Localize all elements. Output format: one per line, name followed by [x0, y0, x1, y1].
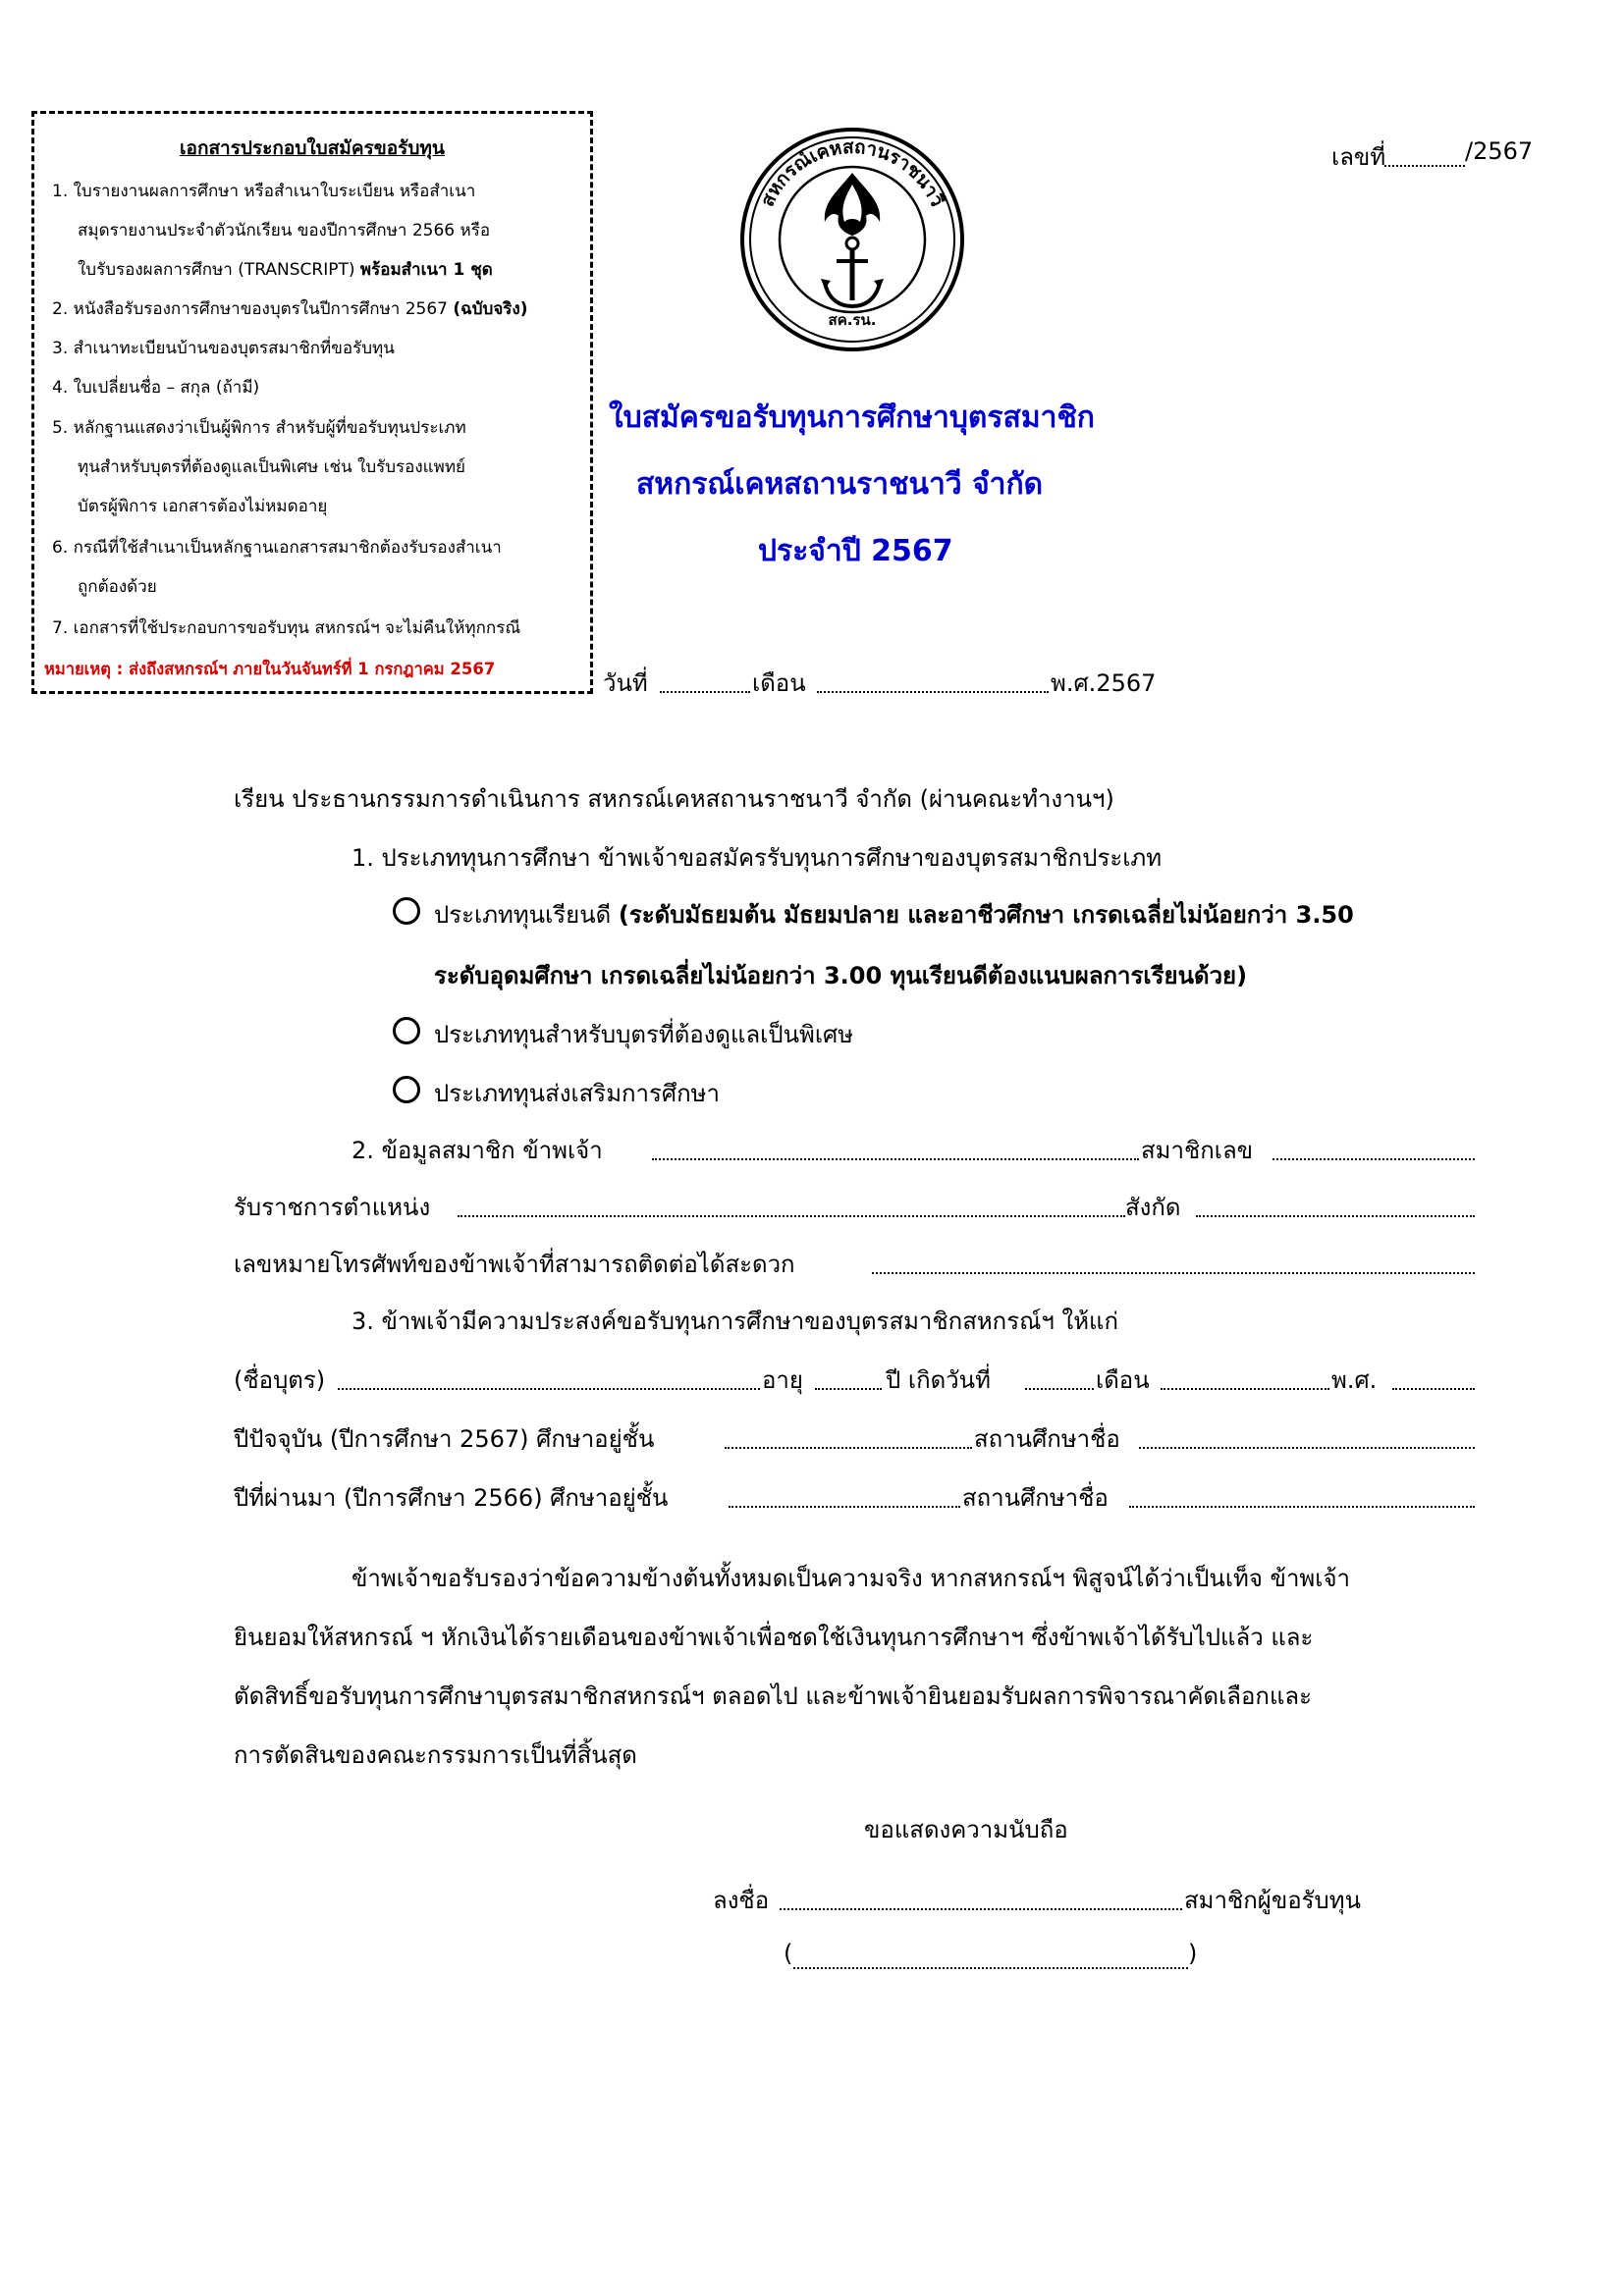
form-title-org: สหกรณ์เคหสถานราชนาวี จำกัด — [636, 467, 1044, 502]
member-info-label: 2. ข้อมูลสมาชิก ข้าพเจ้า — [352, 1137, 603, 1164]
past-grade-field[interactable] — [729, 1506, 960, 1508]
checklist-line: ทุนสำหรับบุตรที่ต้องดูแลเป็นพิเศษ เช่น ใบรับรองแพทย์ — [78, 457, 466, 477]
child-age-label: อายุ — [762, 1366, 803, 1394]
current-school-label: สถานศึกษาชื่อ — [974, 1425, 1120, 1453]
past-grade-label: ปีที่ผ่านมา (ปีการศึกษา 2566) ศึกษาอยู่ชั้น — [234, 1484, 669, 1512]
past-school-label: สถานศึกษาชื่อ — [962, 1484, 1109, 1512]
child-age-field[interactable] — [815, 1388, 882, 1390]
document-checklist-box — [31, 111, 593, 694]
child-name-label: (ชื่อบุตร) — [234, 1366, 326, 1394]
child-birth-year-label: พ.ศ. — [1331, 1366, 1378, 1394]
form-title-year: ประจำปี 2567 — [758, 534, 953, 568]
option-special-care-label: ประเภททุนสำหรับบุตรที่ต้องดูแลเป็นพิเศษ — [434, 1021, 854, 1048]
doc-number-suffix: /2567 — [1465, 137, 1534, 165]
printed-name-field[interactable] — [793, 1967, 1188, 1969]
checklist-line: บัตรผู้พิการ เอกสารต้องไม่หมดอายุ — [78, 497, 328, 516]
option-education-support-label: ประเภททุนส่งเสริมการศึกษา — [434, 1080, 720, 1107]
printed-name-close-paren: ) — [1188, 1940, 1198, 1967]
affiliation-field[interactable] — [1196, 1215, 1475, 1217]
declaration-line: การตัดสินของคณะกรรมการเป็นที่สิ้นสุด — [234, 1741, 637, 1769]
position-label: รับราชการตำแหน่ง — [234, 1194, 431, 1221]
child-name-field[interactable] — [338, 1388, 760, 1390]
current-grade-field[interactable] — [725, 1447, 972, 1449]
child-birth-day-field[interactable] — [1025, 1388, 1094, 1390]
checklist-bold-original: (ฉบับจริง) — [453, 299, 528, 319]
signature-field[interactable] — [780, 1908, 1182, 1910]
checklist-line: 2. หนังสือรับรองการศึกษาของบุตรในปีการศึกษา 2567 (ฉบับจริง) — [52, 299, 528, 319]
child-birth-month-label: เดือน — [1096, 1366, 1150, 1394]
radio-education-support-scholarship[interactable] — [393, 1076, 420, 1103]
phone-field[interactable] — [872, 1272, 1475, 1274]
section3-intro: 3. ข้าพเจ้ามีความประสงค์ขอรับทุนการศึกษาของบุตรสมาชิกสหกรณ์ฯ ให้แก่ — [352, 1308, 1119, 1335]
date-day-field[interactable] — [660, 691, 750, 693]
member-number-field[interactable] — [1272, 1158, 1475, 1160]
checklist-line: 5. หลักฐานแสดงว่าเป็นผู้พิการ สำหรับผู้ที่ขอรับทุนประเภท — [52, 418, 466, 438]
current-grade-label: ปีปัจจุบัน (ปีการศึกษา 2567) ศึกษาอยู่ชั้น — [234, 1425, 655, 1453]
checklist-bold-copy: พร้อมสำเนา 1 ชุด — [359, 260, 493, 280]
radio-merit-scholarship[interactable] — [393, 897, 420, 925]
doc-number-field[interactable] — [1384, 165, 1465, 167]
checklist-line: 4. ใบเปลี่ยนชื่อ – สกุล (ถ้ามี) — [52, 378, 260, 398]
position-field[interactable] — [458, 1215, 1125, 1217]
seal-text-bottom: สค.รน. — [828, 311, 877, 329]
phone-label: เลขหมายโทรศัพท์ของข้าพเจ้าที่สามารถติดต่อได้สะดวก — [234, 1251, 795, 1278]
date-month-label: เดือน — [752, 669, 806, 697]
printed-name-open-paren: ( — [784, 1940, 793, 1967]
past-school-field[interactable] — [1129, 1506, 1475, 1508]
child-birth-label: ปี เกิดวันที่ — [886, 1366, 991, 1394]
member-number-label: สมาชิกเลข — [1141, 1137, 1254, 1164]
option-merit-label: ประเภททุนเรียนดี — [434, 901, 612, 929]
radio-special-care-scholarship[interactable] — [393, 1017, 420, 1044]
checklist-line: ใบรับรองผลการศึกษา (TRANSCRIPT) พร้อมสำเนา 1 ชุด — [78, 260, 493, 280]
salutation: เรียน ประธานกรรมการดำเนินการ สหกรณ์เคหสถานราชนาวี จำกัด (ผ่านคณะทำงานฯ) — [234, 785, 1114, 813]
current-school-field[interactable] — [1139, 1447, 1475, 1449]
option-merit-detail-2: ระดับอุดมศึกษา เกรดเฉลี่ยไม่น้อยกว่า 3.00 ทุนเรียนดีต้องแนบผลการเรียนด้วย) — [434, 962, 1248, 989]
checklist-line: 1. ใบรายงานผลการศึกษา หรือสำเนาใบระเบียน หรือสำเนา — [52, 182, 476, 201]
declaration-line: ยินยอมให้สหกรณ์ ฯ หักเงินได้รายเดือนของข้าพเจ้าเพื่อชดใช้เงินทุนการศึกษาฯ ซึ่งข้าพเจ้าได้รับไปแล้ว และ — [234, 1624, 1314, 1651]
checklist-title: เอกสารประกอบใบสมัครขอรับทุน — [180, 137, 445, 159]
section1-intro: 1. ประเภททุนการศึกษา ข้าพเจ้าขอสมัครรับทุนการศึกษาของบุตรสมาชิกประเภท — [352, 844, 1163, 872]
signature-role: สมาชิกผู้ขอรับทุน — [1184, 1887, 1361, 1914]
checklist-line: 7. เอกสารที่ใช้ประกอบการขอรับทุน สหกรณ์ฯ จะไม่คืนให้ทุกกรณี — [52, 618, 521, 638]
signature-label: ลงชื่อ — [713, 1887, 770, 1914]
child-birth-year-field[interactable] — [1392, 1388, 1475, 1390]
checklist-line: 3. สำเนาทะเบียนบ้านของบุตรสมาชิกที่ขอรับทุน — [52, 339, 395, 358]
option-merit-detail: (ระดับมัธยมต้น มัธยมปลาย และอาชีวศึกษา เกรดเฉลี่ยไม่น้อยกว่า 3.50 — [618, 901, 1354, 929]
declaration-line: ข้าพเจ้าขอรับรองว่าข้อความข้างต้นทั้งหมดเป็นความจริง หากสหกรณ์ฯ พิสูจน์ได้ว่าเป็นเท็จ ข้าพเจ้า — [352, 1565, 1350, 1592]
member-name-field[interactable] — [652, 1158, 1139, 1160]
closing-text: ขอแสดงความนับถือ — [864, 1816, 1068, 1843]
child-birth-month-field[interactable] — [1161, 1388, 1329, 1390]
date-month-field[interactable] — [817, 691, 1049, 693]
checklist-line: 6. กรณีที่ใช้สำเนาเป็นหลักฐานเอกสารสมาชิกต้องรับรองสำเนา — [52, 538, 502, 558]
date-day-label: วันที่ — [603, 669, 648, 697]
declaration-line: ตัดสิทธิ์ขอรับทุนการศึกษาบุตรสมาชิกสหกรณ์ฯ ตลอดไป และข้าพเจ้ายินยอมรับผลการพิจารณาคัดเลือกและ — [234, 1682, 1313, 1710]
navy-anchor-seal-icon — [738, 126, 966, 353]
seal-text-top: สหกรณ์เคหสถานราชนาวี — [756, 135, 948, 210]
form-title: ใบสมัครขอรับทุนการศึกษาบุตรสมาชิก — [609, 400, 1095, 435]
date-year-label: พ.ศ.2567 — [1051, 669, 1157, 697]
checklist-line: สมุดรายงานประจำตัวนักเรียน ของปีการศึกษา 2566 หรือ — [78, 221, 491, 240]
checklist-deadline-note: หมายเหตุ : ส่งถึงสหกรณ์ฯ ภายในวันจันทร์ที่ 1 กรกฎาคม 2567 — [44, 660, 496, 678]
doc-number-label: เลขที่ — [1331, 143, 1386, 171]
affiliation-label: สังกัด — [1125, 1194, 1181, 1221]
option-merit-text — [434, 895, 1354, 934]
checklist-line: ถูกต้องด้วย — [78, 577, 157, 597]
